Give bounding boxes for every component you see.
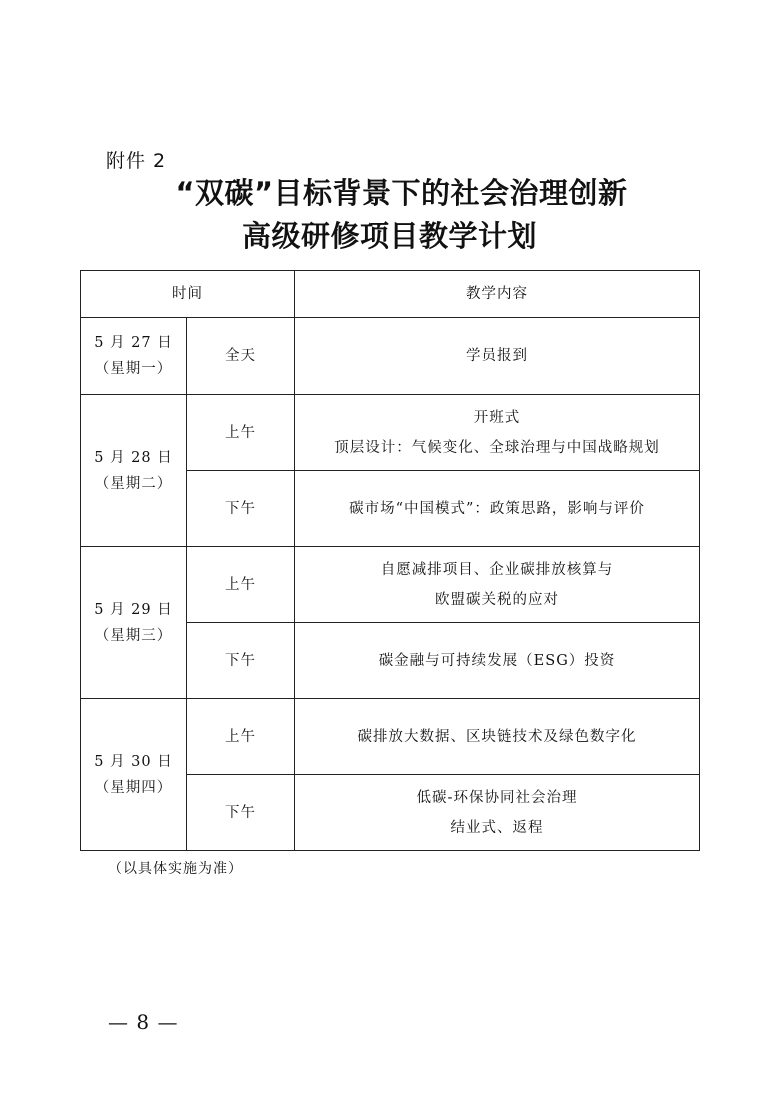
period-cell: 上午 xyxy=(187,699,295,775)
header-time: 时间 xyxy=(81,271,295,318)
period-cell: 全天 xyxy=(187,318,295,395)
content-cell xyxy=(295,623,700,699)
page-number: — 8 — xyxy=(108,1010,179,1034)
period-cell: 下午 xyxy=(187,471,295,547)
weekday-text: （星期一） xyxy=(94,361,173,377)
content-line: 低碳-环保协同社会治理 xyxy=(416,789,578,806)
table-row xyxy=(81,547,700,623)
implementation-note: （以具体实施为准） xyxy=(108,861,243,877)
period-cell: 上午 xyxy=(187,395,295,471)
header-content: 教学内容 xyxy=(295,271,700,318)
content-cell xyxy=(295,318,700,395)
weekday-text: （星期三） xyxy=(94,627,173,644)
content-cell xyxy=(295,471,700,547)
table-row xyxy=(81,395,700,471)
table-row xyxy=(81,318,700,395)
date-cell xyxy=(81,318,187,395)
content-line: 顶层设计：气候变化、全球治理与中国战略规划 xyxy=(334,439,660,456)
attachment-label: 附件 2 xyxy=(106,150,167,172)
period-cell: 上午 xyxy=(187,547,295,623)
content-cell xyxy=(295,699,700,775)
teaching-plan-table xyxy=(80,270,700,851)
weekday-text: （星期二） xyxy=(94,475,173,492)
content-line: 学员报到 xyxy=(466,348,528,364)
date-text: 5 月 29 日 xyxy=(94,601,173,618)
weekday-text: （星期四） xyxy=(94,779,173,796)
table-row xyxy=(81,699,700,775)
content-line: 碳排放大数据、区块链技术及绿色数字化 xyxy=(357,728,637,745)
document-title-line-2: 高级研修项目教学计划 xyxy=(241,219,537,253)
date-cell xyxy=(81,547,187,699)
content-line: 碳市场“中国模式”：政策思路，影响与评价 xyxy=(349,500,645,517)
date-cell xyxy=(81,699,187,851)
content-line: 开班式 xyxy=(473,409,521,426)
content-cell xyxy=(295,547,700,623)
content-line: 结业式、返程 xyxy=(450,819,544,836)
date-text: 5 月 30 日 xyxy=(94,753,173,770)
content-line: 自愿减排项目、企业碳排放核算与 xyxy=(380,561,614,578)
date-text: 5 月 28 日 xyxy=(94,449,173,466)
date-text: 5 月 27 日 xyxy=(94,335,173,351)
content-cell xyxy=(295,395,700,471)
content-line: 碳金融与可持续发展（ESG）投资 xyxy=(378,652,616,669)
date-cell xyxy=(81,395,187,547)
content-line: 欧盟碳关税的应对 xyxy=(435,591,559,608)
period-cell: 下午 xyxy=(187,775,295,851)
content-cell xyxy=(295,775,700,851)
table-header-row xyxy=(81,271,700,318)
document-title-line-1: “双碳”目标背景下的社会治理创新 xyxy=(175,176,628,210)
period-cell: 下午 xyxy=(187,623,295,699)
